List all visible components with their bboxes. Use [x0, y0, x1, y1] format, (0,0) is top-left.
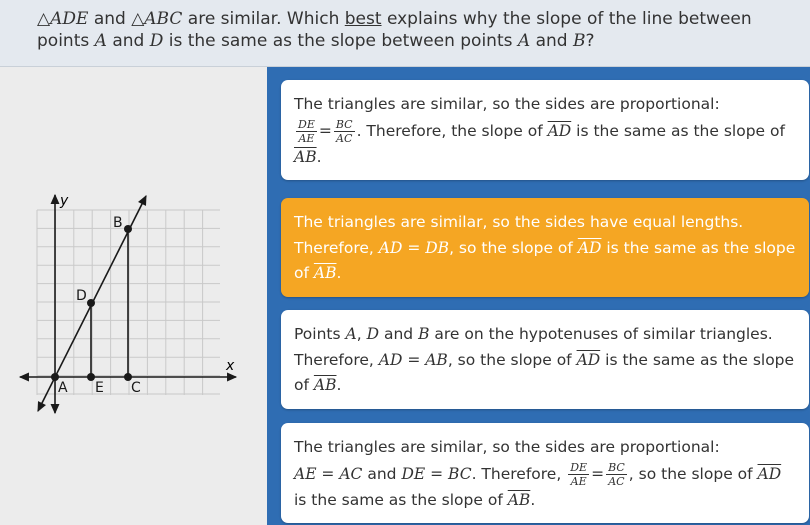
x-axis-label: x [226, 358, 235, 374]
question-text: and [93, 9, 126, 29]
segment-label: $\overline{AB}$ [313, 264, 337, 282]
point-label: D [366, 325, 380, 343]
point-label: A [94, 31, 107, 51]
choice-text: The triangles are similar, so the sides are proportional: [294, 95, 720, 113]
point-label: A [345, 325, 357, 343]
choice-text: . [316, 147, 322, 166]
point-e-label: E [95, 380, 104, 396]
choice-text: . [336, 376, 342, 394]
choice-text: and [367, 464, 397, 483]
triangle-icon: △ [37, 9, 51, 29]
equation: DE = BC [401, 464, 472, 483]
choice-text: . Therefore, the slope of [356, 121, 543, 140]
choice-text: . [530, 490, 536, 509]
choice-text: is the same as the slope of [294, 238, 796, 282]
point-c-label: C [131, 380, 141, 396]
question-text: and [535, 31, 568, 51]
choice-text: . Therefore, [471, 464, 562, 483]
question-text: and [112, 31, 145, 51]
point-label: D [149, 31, 164, 51]
segment-label: $\overline{AD}$ [576, 350, 601, 369]
choice-text: The triangles are similar, so the sides have equal lengths. Therefore, [294, 213, 744, 257]
point-label: B [418, 325, 430, 343]
question-text: is the same as the slope between points [168, 31, 513, 51]
segment-label: $\overline{AB}$ [507, 490, 531, 509]
point-b-label: B [113, 215, 123, 231]
choice-text: The triangles are similar, so the sides are proportional: [294, 438, 720, 456]
choice-text: , so the slope of [449, 238, 573, 257]
choice-text: is the same as the slope of [576, 121, 785, 140]
point-e [87, 373, 95, 381]
segment-label: $\overline{AB}$ [294, 147, 317, 166]
question-text: ? [585, 31, 595, 51]
triangle-ade-label: ADE [50, 9, 89, 29]
answer-choice-2[interactable] [281, 198, 809, 297]
segment-label: $\overline{AB}$ [313, 376, 337, 394]
question-header [0, 0, 810, 67]
point-label: B [572, 31, 586, 51]
equation: AD = AB [378, 350, 448, 369]
choice-text: , so the slope of [447, 350, 572, 369]
point-b [124, 225, 132, 233]
choice-text: is the same as the slope of [294, 490, 503, 509]
point-d-label: D [76, 288, 87, 304]
answer-choices [267, 67, 810, 525]
figure-pane [0, 67, 267, 525]
answer-choice-1[interactable] [281, 80, 809, 180]
choice-text: are on the hypotenuses of similar triangles. Therefore, [294, 325, 773, 369]
fraction: $\frac{BC}{AC}$ [335, 117, 353, 145]
triangle-icon: △ [131, 9, 145, 29]
coordinate-graph [0, 67, 267, 525]
equation: AD = DB [378, 238, 450, 257]
y-axis-label: y [60, 193, 69, 209]
equation: AE = AC [294, 464, 363, 483]
choice-text: . [336, 264, 342, 282]
choice-text: and [383, 325, 414, 343]
point-d [87, 299, 95, 307]
segment-label: $\overline{AD}$ [547, 121, 572, 140]
fraction: $\frac{DE}{AE}$ [298, 117, 315, 145]
choice-text: Points [294, 325, 341, 343]
segment-label: $\overline{AD}$ [577, 238, 602, 257]
segment-label: $\overline{AD}$ [757, 464, 782, 483]
point-label: A [517, 31, 531, 51]
choice-text: is the same as the slope of [294, 350, 795, 394]
equals-sign: = [591, 464, 605, 483]
fraction: $\frac{DE}{AE}$ [570, 460, 588, 488]
answer-choice-4[interactable] [281, 423, 809, 523]
question-emphasis-best: best [344, 9, 382, 29]
question-text: are similar. Which [187, 9, 340, 29]
choice-text: , [356, 325, 362, 343]
equals-sign: = [318, 121, 332, 140]
answer-choice-3[interactable] [281, 310, 809, 409]
point-a-label: A [58, 380, 68, 396]
question-text: explains why the slope of the line between points [37, 9, 752, 51]
fraction: $\frac{BC}{AC}$ [608, 460, 625, 488]
triangle-abc-label: ABC [144, 9, 183, 29]
choice-text: , so the slope of [628, 464, 753, 483]
